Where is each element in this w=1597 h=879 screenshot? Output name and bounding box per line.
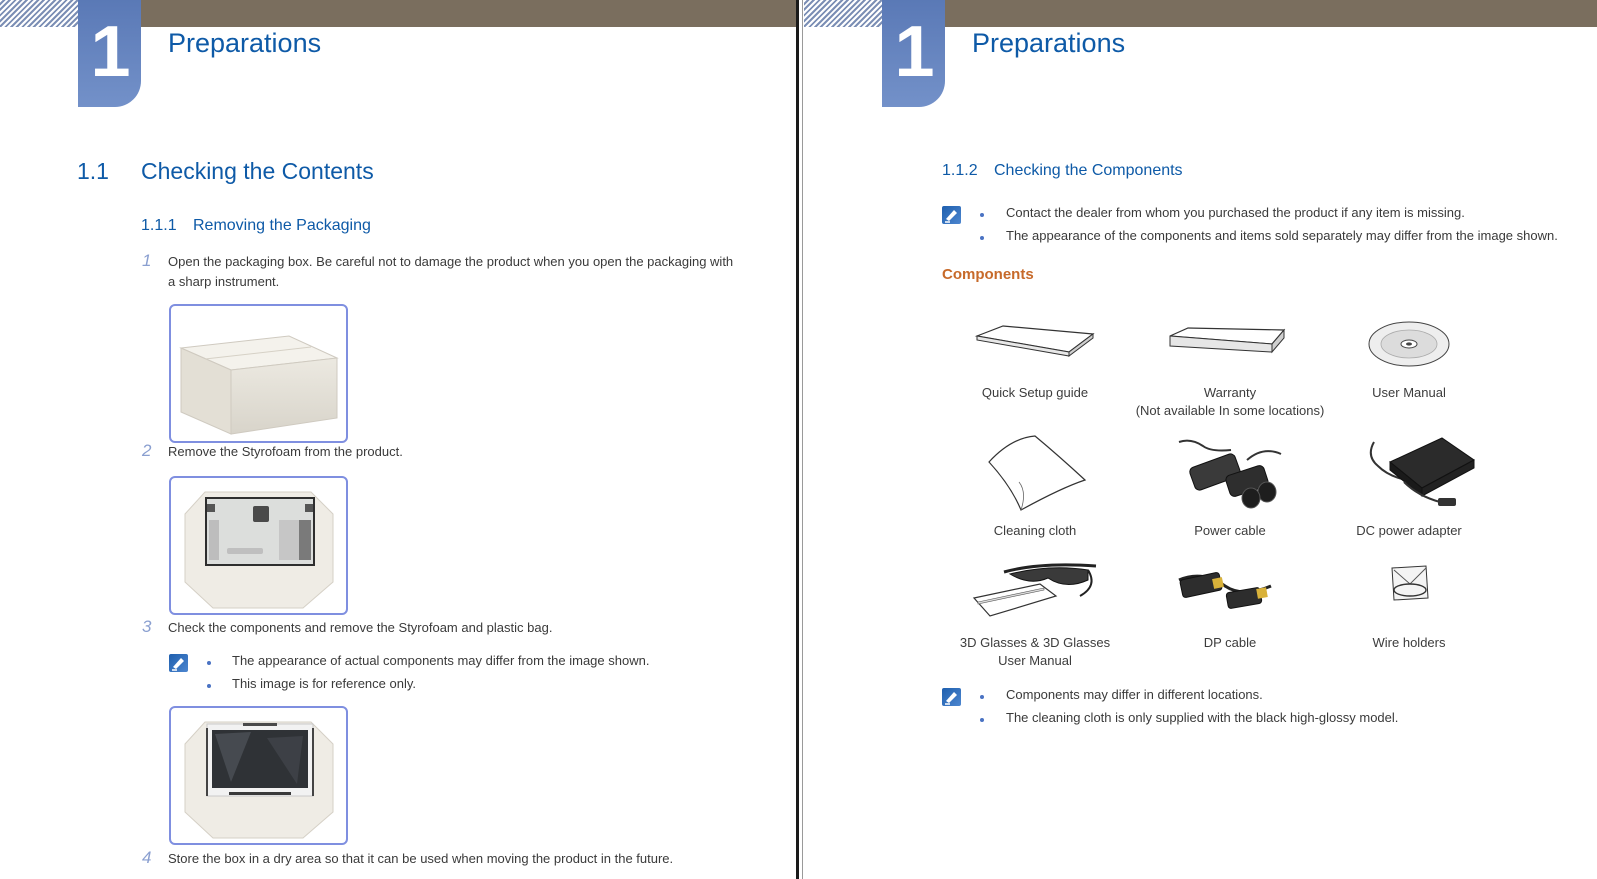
note-pen-icon xyxy=(942,688,961,706)
hatch-pattern xyxy=(0,0,80,27)
component-label: Quick Setup guide xyxy=(981,385,1089,400)
right-page xyxy=(804,0,1597,879)
warranty-illustration xyxy=(1166,322,1290,366)
styrofoam-illustration xyxy=(169,476,348,615)
component-label: User Manual xyxy=(1372,385,1446,400)
chapter-title: Preparations xyxy=(168,28,322,58)
note-text: This image is for reference only. xyxy=(232,676,416,691)
bullet-dot xyxy=(980,695,984,699)
bullet-dot xyxy=(980,213,984,217)
bullet-dot xyxy=(207,684,211,688)
3d-glasses-illustration xyxy=(970,556,1102,620)
dc-power-adapter-illustration xyxy=(1364,432,1476,512)
left-page xyxy=(0,0,796,879)
step-text: Store the box in a dry area so that it can be used when moving the product in the future. xyxy=(168,851,674,866)
section-number: 1.1 xyxy=(77,158,109,184)
step-number: 1 xyxy=(142,251,152,270)
note-text: The appearance of actual components may differ from the image shown. xyxy=(232,653,650,668)
component-label: DP cable xyxy=(1203,635,1257,650)
step-number: 3 xyxy=(142,617,152,636)
step-text-continued: a sharp instrument. xyxy=(168,274,280,289)
dp-cable-illustration xyxy=(1173,566,1277,614)
note-text: Components may differ in different locations. xyxy=(1006,687,1263,702)
cleaning-cloth-illustration xyxy=(981,432,1091,512)
section-title: Checking the Contents xyxy=(141,158,374,184)
wire-holder-illustration xyxy=(1382,560,1438,610)
step-number: 2 xyxy=(142,441,152,460)
note-pen-icon xyxy=(169,654,188,672)
component-label: Cleaning cloth xyxy=(993,523,1077,538)
subsection-title: Removing the Packaging xyxy=(193,217,371,234)
subsection-number: 1.1.2 xyxy=(942,162,978,179)
quick-setup-guide-illustration xyxy=(973,322,1097,366)
step-number: 4 xyxy=(142,848,152,867)
subsection-title: Checking the Components xyxy=(994,162,1183,179)
component-label-sub: User Manual xyxy=(998,653,1072,668)
step-text: Open the packaging box. Be careful not to damage the product when you open the packaging with xyxy=(168,254,734,269)
note-text: The appearance of the components and items sold separately may differ from the image shown. xyxy=(1006,228,1558,243)
chapter-number-tab: 1 xyxy=(78,0,141,107)
power-cable-illustration xyxy=(1171,436,1291,512)
step-text: Remove the Styrofoam from the product. xyxy=(168,444,403,459)
component-label: 3D Glasses & 3D Glasses xyxy=(959,635,1111,650)
bullet-dot xyxy=(980,236,984,240)
hatch-pattern xyxy=(804,0,884,27)
page-divider xyxy=(796,0,804,879)
note-pen-icon xyxy=(942,206,961,224)
component-label-sub: (Not available In some locations) xyxy=(1135,403,1325,418)
monitor-in-box-illustration xyxy=(169,706,348,845)
component-label: Warranty xyxy=(1203,385,1257,400)
bullet-dot xyxy=(980,718,984,722)
component-label: DC power adapter xyxy=(1356,523,1462,538)
bullet-dot xyxy=(207,661,211,665)
subsection-number: 1.1.1 xyxy=(141,217,177,234)
chapter-title: Preparations xyxy=(972,28,1126,58)
box-illustration xyxy=(169,304,348,443)
components-heading: Components xyxy=(942,266,1034,283)
chapter-number-tab: 1 xyxy=(882,0,945,107)
component-label: Wire holders xyxy=(1372,635,1446,650)
note-text: The cleaning cloth is only supplied with the black high-glossy model. xyxy=(1006,710,1399,725)
component-label: Power cable xyxy=(1194,523,1266,538)
cd-illustration xyxy=(1366,318,1452,372)
note-text: Contact the dealer from whom you purchased the product if any item is missing. xyxy=(1006,205,1465,220)
step-text: Check the components and remove the Styrofoam and plastic bag. xyxy=(168,620,553,635)
